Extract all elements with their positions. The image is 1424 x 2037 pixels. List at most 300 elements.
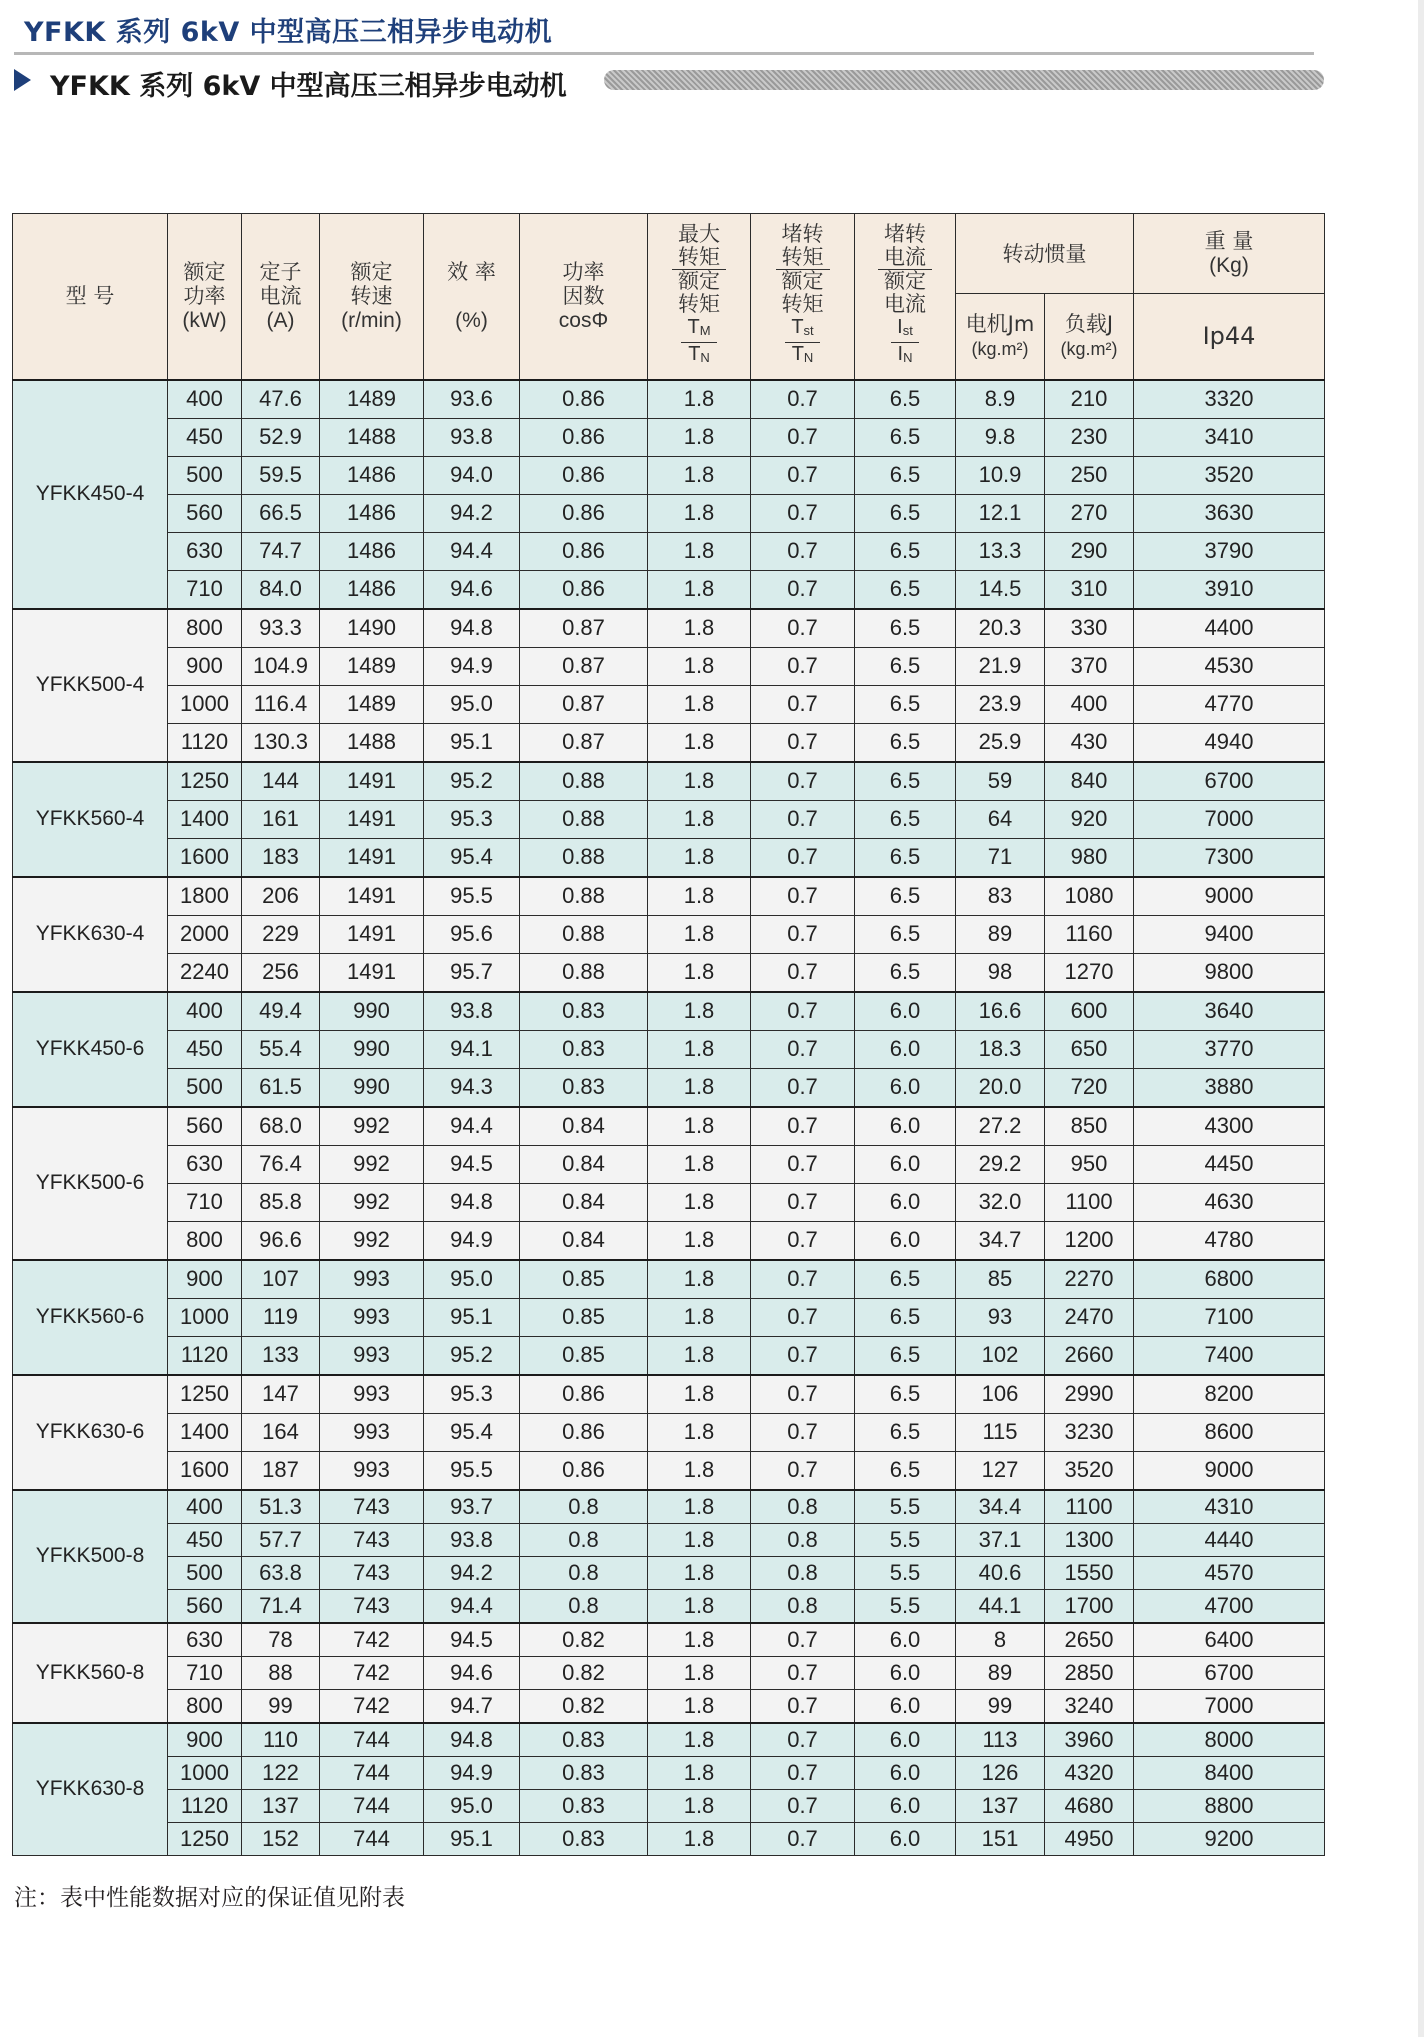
efficiency-cell: 95.0 (424, 685, 520, 723)
efficiency-cell: 94.9 (424, 1221, 520, 1260)
inertia-motor-cell: 126 (956, 1756, 1045, 1789)
locked-torque-cell: 0.7 (751, 1822, 855, 1855)
inertia-motor-cell: 8 (956, 1623, 1045, 1657)
inertia-load-cell: 920 (1045, 800, 1134, 838)
power-factor-cell: 0.87 (520, 685, 648, 723)
power-cell: 1800 (168, 877, 242, 916)
inertia-motor-cell: 20.3 (956, 609, 1045, 648)
locked-current-cell: 6.5 (855, 1298, 956, 1336)
locked-current-cell: 6.5 (855, 647, 956, 685)
locked-current-cell: 5.5 (855, 1589, 956, 1623)
speed-cell: 743 (320, 1589, 424, 1623)
table-header (13, 214, 1325, 380)
inertia-load-cell: 2470 (1045, 1298, 1134, 1336)
speed-cell: 993 (320, 1451, 424, 1490)
power-cell: 800 (168, 1221, 242, 1260)
power-factor-cell: 0.82 (520, 1689, 648, 1723)
power-factor-cell: 0.83 (520, 1723, 648, 1757)
table-row (13, 1523, 1325, 1556)
inertia-motor-cell: 14.5 (956, 570, 1045, 609)
power-cell: 1400 (168, 800, 242, 838)
locked-torque-cell: 0.7 (751, 1689, 855, 1723)
weight-cell: 9000 (1134, 1451, 1325, 1490)
header-locked-torque-top2: 转矩 (781, 245, 824, 270)
weight-cell: 4310 (1134, 1490, 1325, 1524)
header-locked-torque-bot1: 额定 (781, 269, 824, 294)
table-row (13, 1556, 1325, 1589)
header-max-torque-den-sub: N (700, 350, 710, 366)
model-cell: YFKK560-8 (13, 1623, 168, 1723)
efficiency-cell: 95.1 (424, 1298, 520, 1336)
power-factor-cell: 0.85 (520, 1336, 648, 1375)
current-cell: 78 (242, 1623, 320, 1657)
speed-cell: 993 (320, 1413, 424, 1451)
weight-cell: 9200 (1134, 1822, 1325, 1855)
header-locked-current-den: I (897, 343, 904, 366)
model-cell: YFKK560-6 (13, 1260, 168, 1375)
header-pf-line2: 因数 (562, 283, 605, 308)
max-torque-cell: 1.8 (648, 494, 751, 532)
max-torque-cell: 1.8 (648, 1183, 751, 1221)
inertia-load-cell: 2650 (1045, 1623, 1134, 1657)
weight-cell: 3910 (1134, 570, 1325, 609)
speed-cell: 744 (320, 1789, 424, 1822)
max-torque-cell: 1.8 (648, 532, 751, 570)
max-torque-cell: 1.8 (648, 1756, 751, 1789)
locked-current-cell: 6.5 (855, 1451, 956, 1490)
power-cell: 500 (168, 1068, 242, 1107)
inertia-load-cell: 4680 (1045, 1789, 1134, 1822)
inertia-load-cell: 310 (1045, 570, 1134, 609)
current-cell: 229 (242, 915, 320, 953)
table-row (13, 1451, 1325, 1490)
efficiency-cell: 94.2 (424, 494, 520, 532)
model-cell: YFKK500-4 (13, 609, 168, 762)
speed-cell: 1491 (320, 800, 424, 838)
inertia-load-cell: 1300 (1045, 1523, 1134, 1556)
current-cell: 206 (242, 877, 320, 916)
current-cell: 110 (242, 1723, 320, 1757)
efficiency-cell: 94.8 (424, 1183, 520, 1221)
current-cell: 57.7 (242, 1523, 320, 1556)
inertia-load-cell: 430 (1045, 723, 1134, 762)
max-torque-cell: 1.8 (648, 1375, 751, 1414)
efficiency-cell: 93.8 (424, 1523, 520, 1556)
inertia-load-cell: 600 (1045, 992, 1134, 1031)
locked-torque-cell: 0.7 (751, 723, 855, 762)
inertia-load-cell: 3230 (1045, 1413, 1134, 1451)
efficiency-cell: 95.6 (424, 915, 520, 953)
footnote: 注：表中性能数据对应的保证值见附表 (14, 1885, 405, 1911)
power-cell: 630 (168, 1623, 242, 1657)
inertia-motor-cell: 151 (956, 1822, 1045, 1855)
inertia-motor-cell: 9.8 (956, 418, 1045, 456)
power-factor-cell: 0.84 (520, 1183, 648, 1221)
locked-current-cell: 6.0 (855, 1822, 956, 1855)
power-cell: 1250 (168, 762, 242, 801)
table-row (13, 1822, 1325, 1855)
power-cell: 450 (168, 1523, 242, 1556)
inertia-motor-cell: 102 (956, 1336, 1045, 1375)
inertia-motor-cell: 83 (956, 877, 1045, 916)
power-cell: 710 (168, 1183, 242, 1221)
header-max-torque-num: T (687, 316, 700, 339)
header-efficiency-unit: (%) (455, 308, 488, 332)
efficiency-cell: 95.4 (424, 1413, 520, 1451)
table-row (13, 1789, 1325, 1822)
speed-cell: 1486 (320, 570, 424, 609)
header-locked-torque-top1: 堵转 (781, 222, 824, 247)
header-locked-current-top2: 电流 (884, 245, 926, 270)
header-weight-line1: 重 量 (1204, 229, 1254, 253)
power-factor-cell: 0.87 (520, 609, 648, 648)
efficiency-cell: 94.0 (424, 456, 520, 494)
inertia-load-cell: 1200 (1045, 1221, 1134, 1260)
inertia-motor-cell: 40.6 (956, 1556, 1045, 1589)
power-cell: 1600 (168, 1451, 242, 1490)
triangle-bullet-icon (14, 69, 31, 91)
power-cell: 2000 (168, 915, 242, 953)
model-cell: YFKK630-6 (13, 1375, 168, 1490)
efficiency-cell: 95.0 (424, 1789, 520, 1822)
header-locked-torque-den: T (791, 343, 804, 366)
header-pf-symbol: cosΦ (558, 308, 609, 332)
efficiency-cell: 93.8 (424, 992, 520, 1031)
efficiency-cell: 93.7 (424, 1490, 520, 1524)
current-cell: 183 (242, 838, 320, 877)
power-factor-cell: 0.8 (520, 1589, 648, 1623)
current-cell: 71.4 (242, 1589, 320, 1623)
power-factor-cell: 0.84 (520, 1107, 648, 1146)
table-row (13, 1145, 1325, 1183)
power-factor-cell: 0.84 (520, 1145, 648, 1183)
efficiency-cell: 95.4 (424, 838, 520, 877)
max-torque-cell: 1.8 (648, 1260, 751, 1299)
header-max-torque-bot1: 额定 (678, 269, 720, 294)
inertia-load-cell: 1160 (1045, 915, 1134, 953)
locked-current-cell: 6.5 (855, 609, 956, 648)
efficiency-cell: 94.3 (424, 1068, 520, 1107)
power-cell: 900 (168, 647, 242, 685)
efficiency-cell: 93.8 (424, 418, 520, 456)
locked-current-cell: 6.0 (855, 1183, 956, 1221)
locked-current-cell: 6.5 (855, 838, 956, 877)
header-current (242, 214, 320, 380)
table-row (13, 494, 1325, 532)
speed-cell: 1488 (320, 418, 424, 456)
locked-current-cell: 6.5 (855, 723, 956, 762)
power-factor-cell: 0.88 (520, 953, 648, 992)
header-inertia: 转动惯量 (956, 214, 1134, 294)
model-cell: YFKK450-4 (13, 380, 168, 609)
weight-cell: 3880 (1134, 1068, 1325, 1107)
table-row (13, 685, 1325, 723)
speed-cell: 1490 (320, 609, 424, 648)
locked-torque-cell: 0.7 (751, 1656, 855, 1689)
inertia-motor-cell: 21.9 (956, 647, 1045, 685)
power-factor-cell: 0.8 (520, 1523, 648, 1556)
speed-cell: 742 (320, 1689, 424, 1723)
header-current-unit: (A) (266, 308, 295, 332)
max-torque-cell: 1.8 (648, 1723, 751, 1757)
max-torque-cell: 1.8 (648, 647, 751, 685)
inertia-motor-cell: 127 (956, 1451, 1045, 1490)
power-cell: 560 (168, 1107, 242, 1146)
power-cell: 400 (168, 992, 242, 1031)
locked-torque-cell: 0.7 (751, 1413, 855, 1451)
efficiency-cell: 94.9 (424, 1756, 520, 1789)
max-torque-cell: 1.8 (648, 685, 751, 723)
efficiency-cell: 94.5 (424, 1145, 520, 1183)
header-power-factor (520, 214, 648, 380)
power-cell: 900 (168, 1723, 242, 1757)
efficiency-cell: 94.6 (424, 1656, 520, 1689)
speed-cell: 744 (320, 1723, 424, 1757)
locked-current-cell: 6.5 (855, 953, 956, 992)
power-cell: 450 (168, 1030, 242, 1068)
current-cell: 122 (242, 1756, 320, 1789)
power-factor-cell: 0.86 (520, 1451, 648, 1490)
header-max-torque-num-sub: M (699, 323, 711, 339)
max-torque-cell: 1.8 (648, 1336, 751, 1375)
power-factor-cell: 0.83 (520, 1068, 648, 1107)
weight-cell: 4780 (1134, 1221, 1325, 1260)
table-row (13, 992, 1325, 1031)
header-efficiency (424, 214, 520, 380)
efficiency-cell: 94.4 (424, 1589, 520, 1623)
power-cell: 800 (168, 609, 242, 648)
inertia-load-cell: 1550 (1045, 1556, 1134, 1589)
locked-torque-cell: 0.7 (751, 418, 855, 456)
weight-cell: 3520 (1134, 456, 1325, 494)
header-max-torque-den: T (688, 343, 701, 366)
power-factor-cell: 0.84 (520, 1221, 648, 1260)
header-speed (320, 214, 424, 380)
table-row (13, 380, 1325, 419)
inertia-load-cell: 980 (1045, 838, 1134, 877)
model-cell: YFKK500-8 (13, 1490, 168, 1623)
header-speed-unit: (r/min) (341, 308, 402, 332)
max-torque-cell: 1.8 (648, 1451, 751, 1490)
locked-torque-cell: 0.7 (751, 992, 855, 1031)
inertia-load-cell: 2990 (1045, 1375, 1134, 1414)
power-factor-cell: 0.87 (520, 647, 648, 685)
inertia-motor-cell: 99 (956, 1689, 1045, 1723)
inertia-motor-cell: 59 (956, 762, 1045, 801)
locked-torque-cell: 0.7 (751, 685, 855, 723)
power-cell: 400 (168, 1490, 242, 1524)
header-max-torque (648, 214, 751, 380)
locked-torque-cell: 0.8 (751, 1556, 855, 1589)
header-inertia-motor-unit: (kg.m²) (971, 338, 1029, 359)
inertia-motor-cell: 32.0 (956, 1183, 1045, 1221)
weight-cell: 3410 (1134, 418, 1325, 456)
locked-torque-cell: 0.7 (751, 494, 855, 532)
locked-torque-cell: 0.7 (751, 1789, 855, 1822)
speed-cell: 743 (320, 1523, 424, 1556)
power-cell: 400 (168, 380, 242, 419)
efficiency-cell: 95.7 (424, 953, 520, 992)
weight-cell: 9000 (1134, 877, 1325, 916)
header-power (168, 214, 242, 380)
max-torque-cell: 1.8 (648, 1556, 751, 1589)
table-row (13, 1336, 1325, 1375)
table-row (13, 570, 1325, 609)
weight-cell: 4770 (1134, 685, 1325, 723)
locked-current-cell: 6.0 (855, 1656, 956, 1689)
inertia-motor-cell: 85 (956, 1260, 1045, 1299)
locked-current-cell: 5.5 (855, 1523, 956, 1556)
inertia-motor-cell: 71 (956, 838, 1045, 877)
max-torque-cell: 1.8 (648, 609, 751, 648)
power-factor-cell: 0.83 (520, 1756, 648, 1789)
table-row (13, 1375, 1325, 1414)
power-cell: 630 (168, 1145, 242, 1183)
current-cell: 137 (242, 1789, 320, 1822)
locked-current-cell: 6.0 (855, 1689, 956, 1723)
locked-current-cell: 5.5 (855, 1556, 956, 1589)
model-cell: YFKK450-6 (13, 992, 168, 1107)
table-body (13, 380, 1325, 1856)
locked-torque-cell: 0.7 (751, 1068, 855, 1107)
max-torque-cell: 1.8 (648, 570, 751, 609)
inertia-motor-cell: 106 (956, 1375, 1045, 1414)
inertia-load-cell: 3520 (1045, 1451, 1134, 1490)
header-locked-current (855, 214, 956, 380)
table-row (13, 915, 1325, 953)
inertia-load-cell: 850 (1045, 1107, 1134, 1146)
speed-cell: 1489 (320, 647, 424, 685)
inertia-load-cell: 290 (1045, 532, 1134, 570)
current-cell: 84.0 (242, 570, 320, 609)
locked-torque-cell: 0.7 (751, 456, 855, 494)
power-cell: 560 (168, 494, 242, 532)
weight-cell: 3770 (1134, 1030, 1325, 1068)
current-cell: 55.4 (242, 1030, 320, 1068)
header-max-torque-top2: 转矩 (678, 245, 720, 270)
inertia-load-cell: 210 (1045, 380, 1134, 419)
locked-torque-cell: 0.7 (751, 1451, 855, 1490)
page-header-title: YFKK 系列 6kV 中型高压三相异步电动机 (24, 17, 553, 48)
speed-cell: 744 (320, 1822, 424, 1855)
inertia-load-cell: 720 (1045, 1068, 1134, 1107)
locked-torque-cell: 0.7 (751, 380, 855, 419)
inertia-motor-cell: 34.7 (956, 1221, 1045, 1260)
max-torque-cell: 1.8 (648, 380, 751, 419)
speed-cell: 990 (320, 1030, 424, 1068)
inertia-motor-cell: 34.4 (956, 1490, 1045, 1524)
header-current-line1: 定子 (259, 259, 302, 284)
speed-cell: 992 (320, 1183, 424, 1221)
power-cell: 1120 (168, 723, 242, 762)
locked-current-cell: 6.5 (855, 877, 956, 916)
power-cell: 900 (168, 1260, 242, 1299)
power-factor-cell: 0.86 (520, 1375, 648, 1414)
model-cell: YFKK500-6 (13, 1107, 168, 1260)
power-factor-cell: 0.87 (520, 723, 648, 762)
power-cell: 710 (168, 1656, 242, 1689)
speed-cell: 742 (320, 1623, 424, 1657)
locked-current-cell: 6.0 (855, 992, 956, 1031)
speed-cell: 993 (320, 1375, 424, 1414)
header-max-torque-bot2: 转矩 (678, 292, 720, 317)
max-torque-cell: 1.8 (648, 1589, 751, 1623)
locked-current-cell: 6.5 (855, 685, 956, 723)
table-row (13, 723, 1325, 762)
speed-cell: 1488 (320, 723, 424, 762)
weight-cell: 6400 (1134, 1623, 1325, 1657)
weight-cell: 9800 (1134, 953, 1325, 992)
inertia-motor-cell: 137 (956, 1789, 1045, 1822)
locked-torque-cell: 0.8 (751, 1589, 855, 1623)
locked-torque-cell: 0.7 (751, 838, 855, 877)
power-cell: 1120 (168, 1336, 242, 1375)
current-cell: 66.5 (242, 494, 320, 532)
efficiency-cell: 94.7 (424, 1689, 520, 1723)
efficiency-cell: 94.6 (424, 570, 520, 609)
speed-cell: 1491 (320, 877, 424, 916)
max-torque-cell: 1.8 (648, 1523, 751, 1556)
header-efficiency-line1: 效 率 (447, 259, 496, 284)
locked-current-cell: 6.0 (855, 1723, 956, 1757)
header-power-unit: (kW) (182, 308, 227, 332)
header-speed-line1: 额定 (350, 259, 393, 284)
locked-current-cell: 6.5 (855, 418, 956, 456)
header-weight (1134, 214, 1325, 294)
inertia-load-cell: 4950 (1045, 1822, 1134, 1855)
locked-torque-cell: 0.7 (751, 1260, 855, 1299)
max-torque-cell: 1.8 (648, 1822, 751, 1855)
header-model: 型 号 (13, 214, 168, 380)
weight-cell: 6700 (1134, 762, 1325, 801)
inertia-load-cell: 1100 (1045, 1183, 1134, 1221)
locked-current-cell: 6.0 (855, 1145, 956, 1183)
speed-cell: 992 (320, 1107, 424, 1146)
speed-cell: 1491 (320, 953, 424, 992)
header-inertia-motor (956, 294, 1045, 380)
weight-cell: 4400 (1134, 609, 1325, 648)
inertia-load-cell: 1080 (1045, 877, 1134, 916)
table-row (13, 456, 1325, 494)
efficiency-cell: 94.8 (424, 609, 520, 648)
table-row (13, 1221, 1325, 1260)
weight-cell: 8200 (1134, 1375, 1325, 1414)
max-torque-cell: 1.8 (648, 1221, 751, 1260)
speed-cell: 743 (320, 1556, 424, 1589)
current-cell: 49.4 (242, 992, 320, 1031)
power-factor-cell: 0.83 (520, 1822, 648, 1855)
table-row (13, 1068, 1325, 1107)
power-factor-cell: 0.88 (520, 800, 648, 838)
locked-current-cell: 6.5 (855, 1260, 956, 1299)
inertia-load-cell: 4320 (1045, 1756, 1134, 1789)
power-cell: 1250 (168, 1375, 242, 1414)
current-cell: 256 (242, 953, 320, 992)
current-cell: 74.7 (242, 532, 320, 570)
efficiency-cell: 94.4 (424, 1107, 520, 1146)
inertia-load-cell: 2850 (1045, 1656, 1134, 1689)
locked-current-cell: 6.5 (855, 915, 956, 953)
header-inertia-load-line1: 负载J (1064, 311, 1114, 336)
table-row (13, 1298, 1325, 1336)
inertia-motor-cell: 20.0 (956, 1068, 1045, 1107)
max-torque-cell: 1.8 (648, 1490, 751, 1524)
inertia-motor-cell: 44.1 (956, 1589, 1045, 1623)
efficiency-cell: 94.4 (424, 532, 520, 570)
weight-cell: 4530 (1134, 647, 1325, 685)
efficiency-cell: 93.6 (424, 380, 520, 419)
max-torque-cell: 1.8 (648, 992, 751, 1031)
